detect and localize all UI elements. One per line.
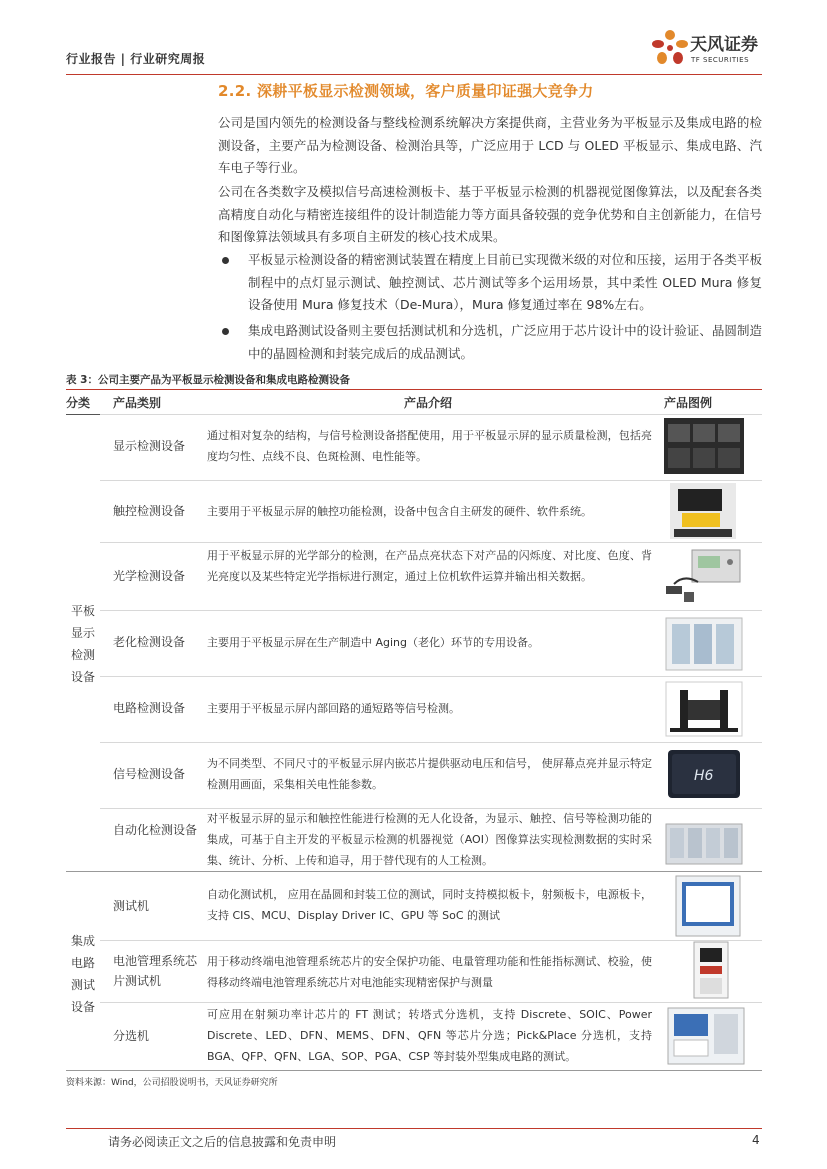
device-model-label: H6 <box>694 768 714 784</box>
product-desc: 可应用在射频功率计芯片的 FT 测试；转塔式分选机，支持 Discrete、SOIC、Power Discrete、LED、DFN、MEMS、DFN、QFN 等芯片分选；Pick&Place 分选机，支持 BGA、QFP、QFN、LGA、SOP、PGA、CSP 等封装外型集成电路的测试。 <box>207 1008 652 1063</box>
logo-text-cn: 天风证券 <box>690 35 758 55</box>
product-desc: 主要用于平板显示屏内部回路的通短路等信号检测。 <box>207 702 460 715</box>
footer-divider <box>66 1128 762 1129</box>
bullet-dot-icon <box>222 328 229 335</box>
product-desc: 通过相对复杂的结构，与信号检测设备搭配使用，用于平板显示屏的显示质量检测，包括亮度均匀性、点线不良、色斑检测、电性能等。 <box>207 429 652 463</box>
product-desc: 为不同类型、不同尺寸的平板显示屏内嵌芯片提供驱动电压和信号， 使屏幕点亮并显示特定检测用画面，采集相关电性能参数。 <box>207 757 652 791</box>
product-name: 自动化检测设备 <box>113 823 198 837</box>
handler-machine-image <box>664 1004 748 1068</box>
product-desc: 主要用于平板显示屏的触控功能检测，设备中包含自主研发的硬件、软件系统。 <box>207 505 592 518</box>
test-machine-image <box>670 874 746 938</box>
table-bottom-border <box>66 1070 762 1071</box>
touch-tester-image <box>664 481 744 541</box>
page-number: 4 <box>752 1133 760 1147</box>
footer-disclaimer: 请务必阅读正文之后的信息披露和免责申明 <box>108 1135 337 1149</box>
product-name: 显示检测设备 <box>113 439 186 453</box>
signal-tester-image <box>664 744 744 806</box>
intro-paragraph-2: 公司在各类数字及模拟信号高速检测板卡、基于平板显示检测的机器视觉图像算法，以及配套各类高精度自动化与精密连接组件的设计制造能力等方面具备较强的竞争优势和自主创新能力，在信号和图像算法领域具有多项自主研发的核心技术成果。 <box>218 184 762 244</box>
product-name: 电池管理系统芯片测试机 <box>113 954 198 988</box>
bullet-text: 平板显示检测设备的精密测试装置在精度上目前已实现微米级的对位和压接，运用于各类平板制程中的点灯显示测试、触控测试、芯片测试等多个运用场景，其中柔性 OLED Mura 修复设备使用 Mura 修复技术（De-Mura），Mura 修复通过率在 98%左右。 <box>248 252 762 312</box>
product-desc: 对平板显示屏的显示和触控性能进行检测的无人化设备，为显示、触控、信号等检测功能的集成，可基于自主开发的平板显示检测的机器视觉（AOI）图像算法实现检测数据的实时采集、统计、分析、上传和追寻，用于替代现有的人工检测。 <box>207 812 652 867</box>
automation-tester-image <box>664 810 744 870</box>
category-ic: 集成电路测试设备 <box>70 934 95 1014</box>
table-caption: 表 3：公司主要产品为平板显示检测设备和集成电路检测设备 <box>66 374 350 386</box>
product-desc: 用于平板显示屏的光学部分的检测，在产品点亮状态下对产品的闪烁度、对比度、色度、背光亮度以及某些特定光学指标进行测定，通过上位机软件运算并输出相关数据。 <box>207 549 652 583</box>
section-title: 2.2. 深耕平板显示检测领域，客户质量印证强大竞争力 <box>218 82 594 100</box>
report-type-label: 行业报告 | 行业研究周报 <box>66 52 206 66</box>
flower-logo-icon <box>650 26 690 72</box>
product-desc: 主要用于平板显示屏在生产制造中 Aging（老化）环节的专用设备。 <box>207 636 540 649</box>
product-desc: 用于移动终端电池管理系统芯片的安全保护功能、电量管理功能和性能指标测试、校验，使得移动终端电池管理系统芯片对电池能实现精密保护与测量 <box>207 955 652 989</box>
product-name: 电路检测设备 <box>113 701 186 715</box>
header-product-image: 产品图例 <box>664 396 713 410</box>
header-product-intro: 产品介绍 <box>404 396 453 410</box>
product-name: 老化检测设备 <box>113 635 186 649</box>
header-category: 分类 <box>66 396 91 410</box>
bullet-item <box>218 249 762 317</box>
display-tester-image <box>664 418 744 474</box>
logo-text-en: TF SECURITIES <box>691 56 750 64</box>
bullet-text: 集成电路测试设备则主要包括测试机和分选机，广泛应用于芯片设计中的设计验证、晶圆制造中的晶圆检测和封装完成后的成品测试。 <box>248 323 762 361</box>
category-flat-panel: 平板显示检测设备 <box>70 604 95 684</box>
product-name: 触控检测设备 <box>113 504 186 518</box>
header-product-type: 产品类别 <box>113 396 162 410</box>
table-source: 资料来源：Wind，公司招股说明书，天风证券研究所 <box>66 1078 278 1088</box>
product-name: 光学检测设备 <box>113 569 186 583</box>
product-name: 信号检测设备 <box>113 767 186 781</box>
circuit-tester-image <box>664 680 744 738</box>
company-logo <box>650 26 770 76</box>
optical-tester-image <box>664 544 744 606</box>
bullet-dot-icon <box>222 257 229 264</box>
bullet-item <box>218 320 762 365</box>
product-name: 分选机 <box>113 1029 150 1043</box>
intro-paragraph-1: 公司是国内领先的检测设备与整线检测系统解决方案提供商，主营业务为平板显示及集成电路的检测设备，主要产品为检测设备、检测治具等，广泛应用于 LCD 与 OLED 平板显示、集成电路、汽车电子等行业。 <box>218 115 762 175</box>
table-top-border <box>66 389 762 390</box>
product-desc: 自动化测试机， 应用在晶圆和封装工位的测试，同时支持模拟板卡，射频板卡，电源板卡，支持 CIS、MCU、Display Driver IC、GPU 等 SoC 的测试 <box>207 888 652 922</box>
bms-tester-image <box>686 940 736 1002</box>
product-name: 测试机 <box>113 899 150 913</box>
aging-tester-image <box>664 612 744 674</box>
